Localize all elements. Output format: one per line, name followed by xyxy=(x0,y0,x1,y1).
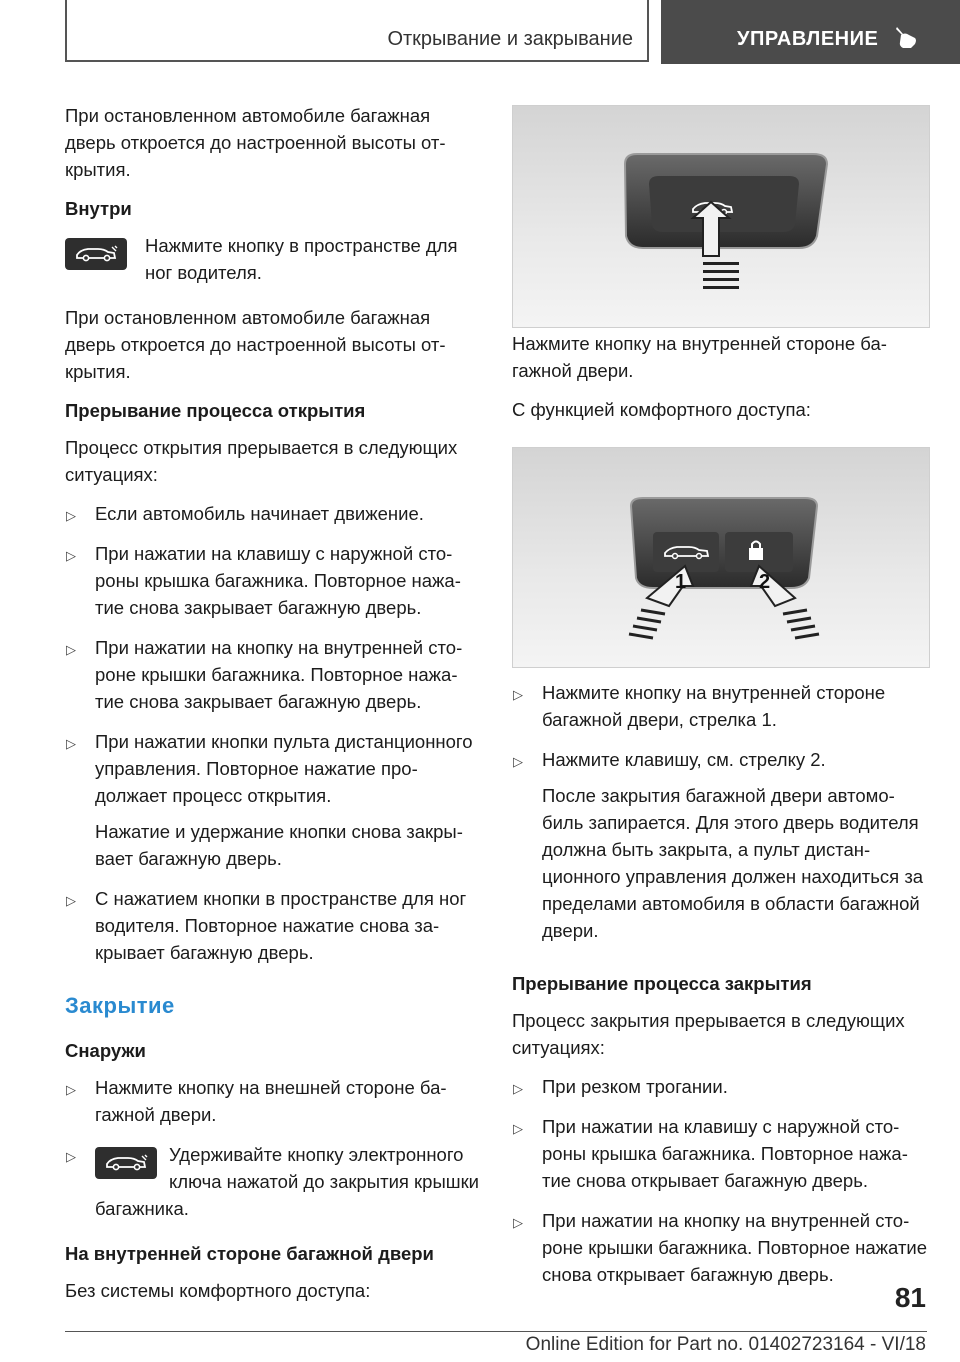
subheading-interrupt-opening: Прерывание процесса открытия xyxy=(65,400,366,421)
list-item: ▷ При нажатии кнопки пульта дистанционного управления. Повторное нажатие продолжает процесс открытия. xyxy=(66,731,473,806)
paragraph: Без системы комфортного доступа: xyxy=(65,1280,371,1301)
bullet-triangle-icon: ▷ xyxy=(513,687,523,702)
list-item: ▷ При нажатии на клавишу с наружной стороны крышка багажника. Повторное нажатие снова закрывает багажную дверь. xyxy=(66,543,461,618)
paragraph: Процесс открытия прерывается в следующих ситуациях: xyxy=(65,437,458,485)
paragraph: Процесс закрытия прерывается в следующих ситуациях: xyxy=(512,1010,905,1058)
left-column xyxy=(65,102,480,1316)
list-item: ▷ При резком трогании. xyxy=(512,1073,930,1100)
bullet-triangle-icon: ▷ xyxy=(66,736,76,751)
list-item: ▷ Нажмите кнопку на внутренней стороне багажной двери, стрелка 1. xyxy=(513,682,886,730)
bullet-triangle-icon: ▷ xyxy=(513,1121,523,1136)
subheading-inner-side: На внутренней стороне багажной двери xyxy=(65,1243,434,1264)
list-item-note: Нажатие и удержание кнопки снова закрывает багажную дверь. xyxy=(95,821,463,869)
list-item: ▷ При нажатии на кнопку на внутренней стороне крышки багажника. Повторное нажатие снова закрывает багажную дверь. xyxy=(66,637,463,712)
bullet-triangle-icon: ▷ xyxy=(513,1215,523,1230)
header-section-box xyxy=(65,0,649,62)
subheading-interrupt-closing: Прерывание процесса закрытия xyxy=(512,973,812,994)
paragraph: С функцией комфортного доступа: xyxy=(512,399,811,420)
bullet-triangle-icon: ▷ xyxy=(66,508,76,523)
list-item: ▷ Удерживайте кнопку электронного ключа нажатой до закрытия крышки багажника. xyxy=(66,1144,480,1219)
page-number: 81 xyxy=(894,1282,926,1313)
bullet-triangle-icon: ▷ xyxy=(513,1081,523,1096)
list-item: ▷ При нажатии на кнопку на внутренней стороне крышки багажника. Повторное нажатие снова открывает багажную дверь. xyxy=(513,1210,928,1285)
list-item: ▷ С нажатием кнопки в пространстве для ног водителя. Повторное нажатие снова закрывает багажную дверь. xyxy=(66,888,467,963)
trunk-button-icon xyxy=(95,1147,157,1179)
chapter-title: УПРАВЛЕНИЕ xyxy=(737,28,879,50)
right-column-upper xyxy=(512,330,930,435)
paragraph: При остановленном автомобиле багажная дверь откроется до настроенной высоты открытия. xyxy=(65,105,446,180)
footer-divider xyxy=(65,1331,927,1332)
edition-text: Online Edition for Part no. 01402723164 - VI/18 xyxy=(525,1334,926,1355)
arrow-label-2: 2 xyxy=(759,571,771,593)
list-item: ▷ Нажмите кнопку на внешней стороне багажной двери. xyxy=(66,1077,447,1125)
section-heading-closing: Закрытие xyxy=(65,993,175,1018)
bullet-triangle-icon: ▷ xyxy=(66,1082,76,1097)
photo-caption: Нажмите кнопку на внутренней стороне багажной двери. xyxy=(512,333,887,381)
bullet-triangle-icon: ▷ xyxy=(66,1149,76,1164)
right-column-lower xyxy=(512,679,930,1301)
list-item-note: После закрытия багажной двери автомобиль запирается. Для этого дверь водителя должна быть закрыта, а пульт дистанционного управления должен находиться за пределами автомобиля в области багажной двери. xyxy=(542,785,924,941)
trunk-button-photo xyxy=(512,105,930,328)
arrow-label-1: 1 xyxy=(675,571,687,593)
list-item: ▷ Нажмите клавишу, см. стрелку 2. xyxy=(512,746,930,773)
comfort-access-buttons-photo xyxy=(512,447,930,668)
header-chapter-box xyxy=(661,0,960,64)
hand-pointer-icon xyxy=(893,24,919,50)
bullet-triangle-icon: ▷ xyxy=(66,642,76,657)
inside-button-text: Нажмите кнопку в пространстве для ног водителя. xyxy=(145,235,458,283)
bullet-triangle-icon: ▷ xyxy=(513,754,523,769)
section-title: Открывание и закрывание xyxy=(387,28,633,50)
list-item: ▷ Если автомобиль начинает движение. xyxy=(65,500,480,527)
list-item: ▷ При нажатии на клавишу с наружной стороны крышка багажника. Повторное нажатие снова открывает багажную дверь. xyxy=(513,1116,908,1191)
subheading-outside: Снаружи xyxy=(65,1040,146,1061)
paragraph: При остановленном автомобиле багажная дверь откроется до настроенной высоты открытия. xyxy=(65,307,446,382)
subheading-inside: Внутри xyxy=(65,198,132,219)
bullet-triangle-icon: ▷ xyxy=(66,548,76,563)
bullet-triangle-icon: ▷ xyxy=(66,893,76,908)
trunk-button-icon xyxy=(65,238,127,270)
inside-button-paragraph xyxy=(65,232,480,290)
